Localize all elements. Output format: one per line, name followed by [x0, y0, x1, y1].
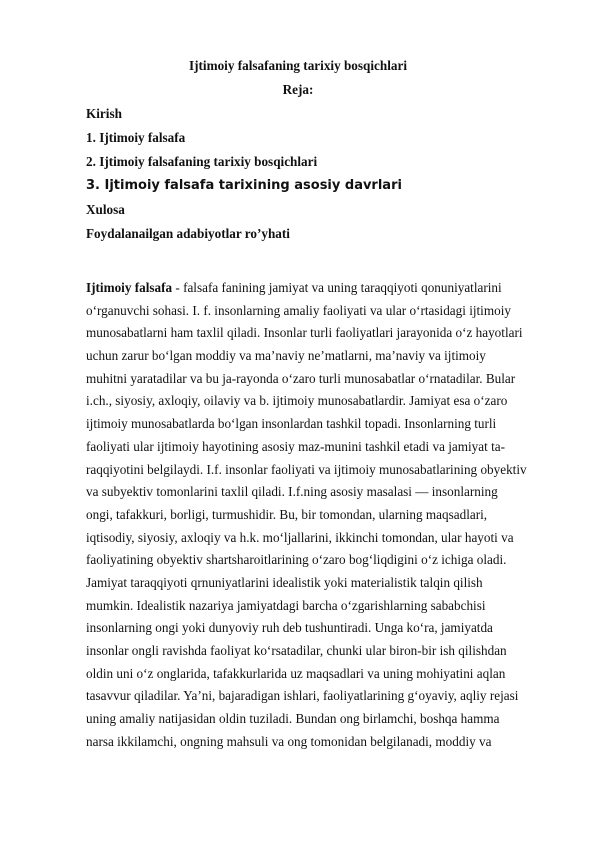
toc-item-conclusion: Xulosa	[86, 202, 125, 217]
paragraph-line: muhitni yaratadilar va bu ja-rayonda oʻzaro turli munosabatlar oʻrnatadilar. Bular	[86, 370, 516, 386]
paragraph-line: va subyektiv tomonlarini taxlil qiladi. I.f.ning asosiy masalasi — insonlarning	[86, 484, 498, 500]
paragraph-line: raqqiyotini belgilaydi. I.f. insonlar faoliyati va ijtimoiy munosabatlarining obyektiv	[86, 461, 527, 477]
paragraph-line: insonlar ongli ravishda faoliyat koʻrsatadilar, chunki ular biron-bir ish qilishdan	[86, 643, 507, 658]
paragraph-line: iqtisodiy, siyosiy, axloqiy va h.k. moʻljallarini, ikkinchi tomondan, ular hayoti va	[86, 529, 514, 545]
paragraph-line: uchun zarur boʻlgan moddiy va maʼnaviy neʼmatlarni, maʼnaviy va ijtimoiy	[86, 348, 486, 364]
paragraph-line: oldin uni oʻz onglarida, tafakkurlarida uz maqsadlari va uning mohiyatini aqlan	[86, 665, 506, 681]
paragraph-line: mumkin. Idealistik nazariya jamiyatdagi barcha oʻzgarishlarning sababchisi	[86, 597, 486, 613]
paragraph-line: faoliyati ular ijtimoiy hayotining asosiy maz-munini tashkil etadi va jamiyat ta-	[86, 438, 505, 454]
paragraph-line: Jamiyat taraqqiyoti qrnuniyatlarini idealistik yoki materialistik talqin qilish	[86, 574, 483, 590]
toc-item-2: 2. Ijtimoiy falsafaning tarixiy bosqichlari	[86, 154, 318, 169]
paragraph-line: ijtimoiy munosabatlarda boʻlgan insonlardan tashkil topadi. Insonlarning turli	[86, 416, 497, 432]
paragraph-line: narsa ikkilamchi, ongning mahsuli va ong tomonidan belgilanadi, moddiy va	[86, 733, 492, 749]
table-of-contents	[86, 106, 556, 250]
paragraph-line: ongi, tafakkuri, borligi, turmushidir. Bu, bir tomondan, ularning maqsadlari,	[86, 506, 488, 522]
toc-item-introduction: Kirish	[86, 106, 122, 121]
toc-item-3: 3. Ijtimoiy falsafa tarixining asosiy davrlari	[86, 178, 402, 193]
document-title: Ijtimoiy falsafaning tarixiy bosqichlari	[189, 58, 407, 73]
toc-item-1: 1. Ijtimoiy falsafa	[86, 130, 186, 145]
paragraph-line: oʻrganuvchi sohasi. I. f. insonlarning amaliy faoliyati va ular oʻrtasidagi ijtimoiy	[86, 302, 511, 318]
paragraph-line: insonlarning ongi yoki dunyoviy ruh deb tushuntiradi. Unga koʻra, jamiyatda	[86, 620, 493, 636]
defined-term: Ijtimoiy falsafa	[86, 280, 173, 295]
paragraph-line: tasavvur qiladilar. Yaʼni, bajaradigan ishlari, faoliyatlarining gʻoyaviy, aqliy rejasi	[86, 688, 519, 704]
first-line-text: - falsafa fanining jamiyat va uning taraqqiyoti qonuniyatlarini	[172, 280, 502, 295]
paragraph-line: i.ch., siyosiy, axloqiy, oilaviy va b. ijtimoiy munosabatlardir. Jamiyat esa oʻzaro	[86, 393, 508, 409]
paragraph-line: uning amaliy natijasidan oldin tuziladi. Bundan ong birlamchi, boshqa hamma	[86, 711, 500, 727]
paragraph-line	[86, 277, 556, 300]
paragraph-line: faoliyatining obyektiv shartsharoitlarining oʻzaro bogʻliqdigini oʻz ichiga oladi.	[86, 552, 507, 568]
paragraph-line: munosabatlarni ham taxlil qiladi. Insonlar turli faoliyatlari jarayonida oʻz hayotlari	[86, 325, 523, 341]
body-paragraph	[86, 277, 556, 753]
toc-item-references: Foydalanailgan adabiyotlar ro’yhati	[86, 226, 290, 241]
plan-heading: Reja:	[282, 82, 314, 97]
